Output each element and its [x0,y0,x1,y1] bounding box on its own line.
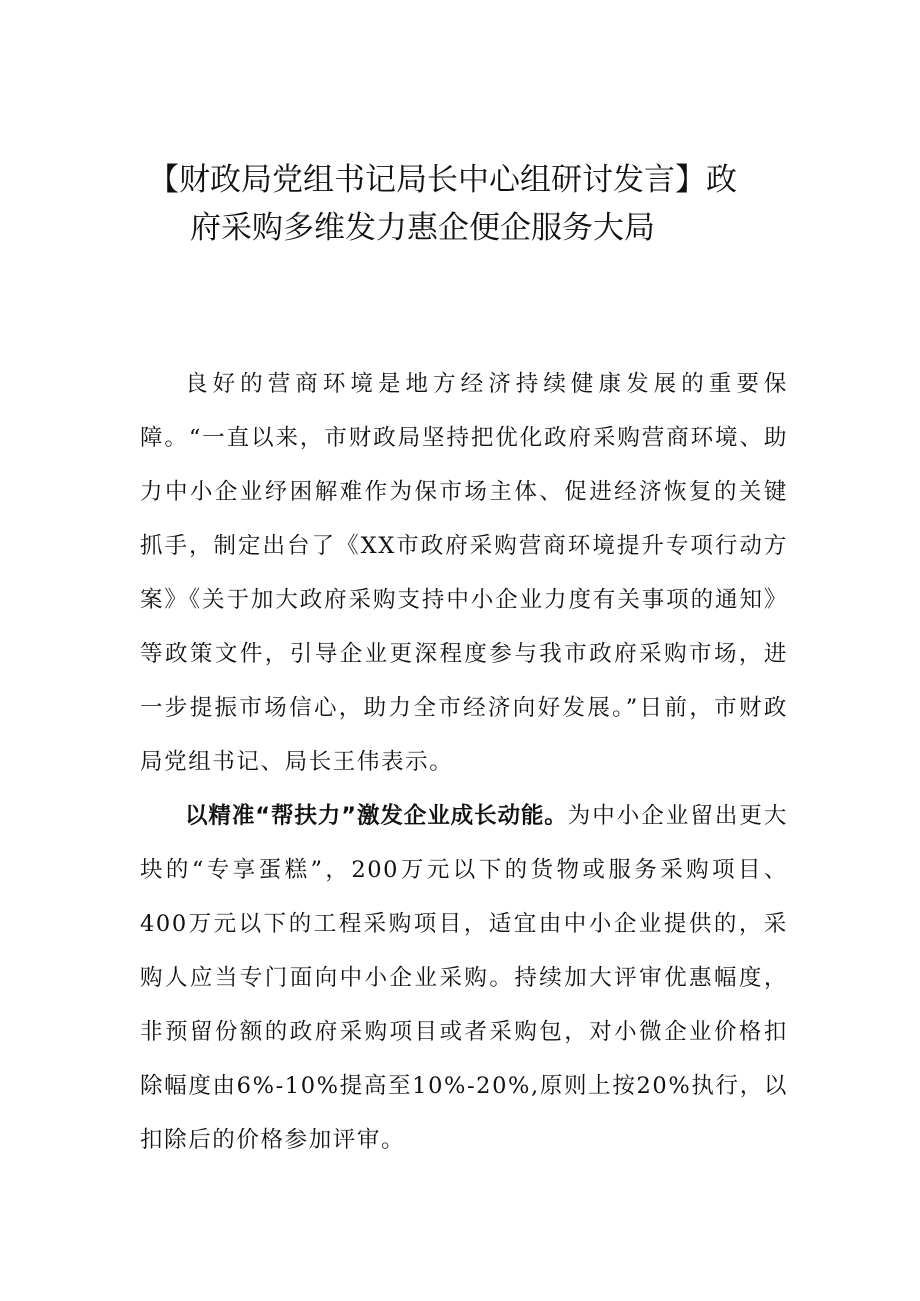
paragraph-intro-text: 良好的营商环境是地方经济持续健康发展的重要保障。“一直以来，市财政局坚持把优化政府采购营商环境、助力中小企业纾困解难作为保市场主体、促进经济恢复的关键抓手，制定出台了《XX市政府采购营商环境提升专项行动方案》《关于加大政府采购支持中小企业力度有关事项的通知》等政策文件，引导企业更深程度参与我市政府采购市场，进一步提振市场信心，助力全市经济向好发展。”日前，市财政局党组书记、局长王伟表示。 [140,371,788,775]
paragraph-heading: 以精准“帮扶力”激发企业成长动能。 [185,803,568,829]
paragraph-support-measures-text: 为中小企业留出更大块的“专享蛋糕”，200万元以下的货物或服务采购项目、400万元以下的工程采购项目，适宜由中小企业提供的，采购人应当专门面向中小企业采购。持续加大评审优惠幅度，非预留份额的政府采购项目或者采购包，对小微企业价格扣除幅度由6%-10%提高至10%-20%,原则上按20%执行，以扣除后的价格参加评审。 [140,803,788,1153]
title-line-2: 府采购多维发力惠企便企服务大局 [190,210,655,246]
paragraph-support-measures [140,789,788,1167]
paragraph-intro [140,357,788,789]
title-line-1: 【财政局党组书记局长中心组研讨发言】政 [148,162,737,198]
